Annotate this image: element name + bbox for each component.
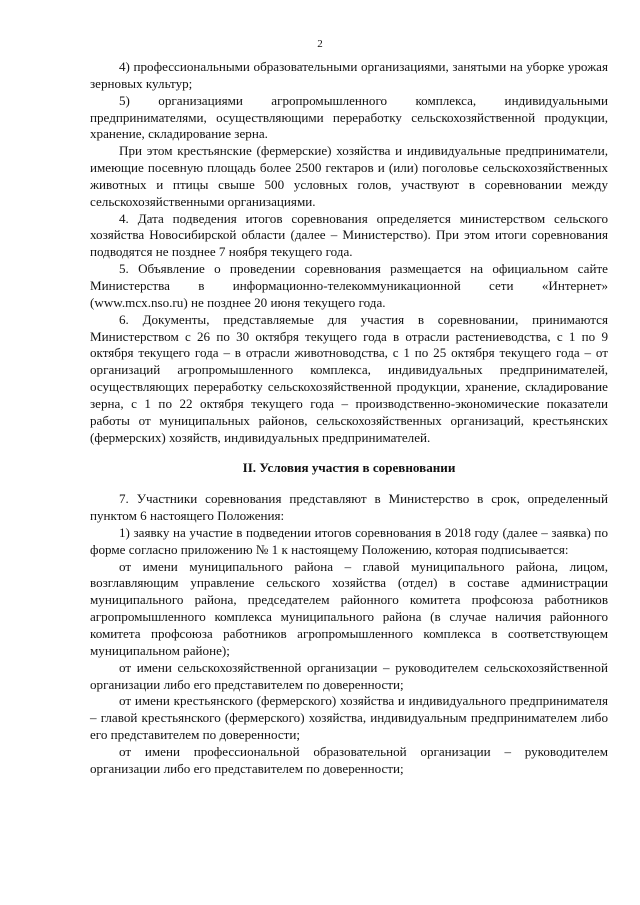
- paragraph-clause-7: 7. Участники соревнования представляют в Министерство в срок, определенный пунктом 6 настоящего Положения:: [90, 491, 608, 524]
- paragraph-clause-4: 4. Дата подведения итогов соревнования определяется министерством сельского хозяйства Новосибирской области (далее – Министерство). При этом итоги соревнования подводятся не позднее 7 ноября текущего года.: [90, 210, 608, 260]
- paragraph-application: 1) заявку на участие в подведении итогов соревнования в 2018 году (далее – заявка) по форме согласно приложению № 1 к настоящему Положению, которая подписывается:: [90, 524, 608, 557]
- section-heading: II. Условия участия в соревновании: [242, 460, 456, 476]
- paragraph-signatory-farm: от имени крестьянского (фермерского) хозяйства и индивидуального предпринимателя – главой крестьянского (фермерского) хозяйства, индивидуальным предпринимателем либо его представителем по доверенности;: [90, 693, 608, 743]
- paragraph-item-4: 4) профессиональными образовательными организациями, занятыми на уборке урожая зерновых культур;: [90, 59, 608, 91]
- document-body: [90, 59, 608, 778]
- paragraph-farm-note: При этом крестьянские (фермерские) хозяйства и индивидуальные предприниматели, имеющие посевную площадь более 2500 гектаров и (или) поголовье сельскохозяйственных животных и птицы свыше 500 условных голов, участвуют в соревновании между сельскохозяйственными организациями.: [90, 143, 608, 209]
- paragraph-clause-5: 5. Объявление о проведении соревнования размещается на официальном сайте Министерства в информационно-телекоммуникационной сети «Интернет» (www.mcx.nso.ru) не позднее 20 июня текущего года.: [90, 261, 608, 310]
- paragraph-signatory-school: от имени профессиональной образовательной организации – руководителем организации либо его представителем по доверенности;: [90, 743, 608, 776]
- paragraph-item-5: 5) организациями агропромышленного комплекса, индивидуальными предпринимателями, осуществляющими переработку сельскохозяйственной продукции, хранение, складирование зерна.: [90, 92, 608, 142]
- page-number: 2: [317, 38, 323, 50]
- paragraph-signatory-district: от имени муниципального района – главой муниципального района, лицом, возглавляющим управление сельского хозяйства (отдел) в составе администрации муниципального района, председателем районного комитета профсоюза работников агропромышленного комплекса муниципального района (в случае наличия районного комитета профсоюза работников агропромышленного комплекса в соответствующем муниципальном районе);: [90, 558, 608, 658]
- paragraph-signatory-organization: от имени сельскохозяйственной организации – руководителем сельскохозяйственной организации либо его представителем по доверенности;: [90, 659, 608, 692]
- paragraph-clause-6: 6. Документы, представляемые для участия в соревновании, принимаются Министерством с 26 по 30 октября текущего года в отрасли растениеводства, с 1 по 9 октября текущего года – в отрасли животноводства, с 1 по 25 октября текущего года – от организаций агропромышленного комплекса, индивидуальных предпринимателей, осуществляющих переработку сельскохозяйственной продукции, хранение, складирование зерна, с 1 по 22 октября текущего года – производственно-экономические показатели работы от муниципальных районов, сельскохозяйственных организаций, крестьянских (фермерских) хозяйств, индивидуальных предпринимателей.: [90, 311, 608, 445]
